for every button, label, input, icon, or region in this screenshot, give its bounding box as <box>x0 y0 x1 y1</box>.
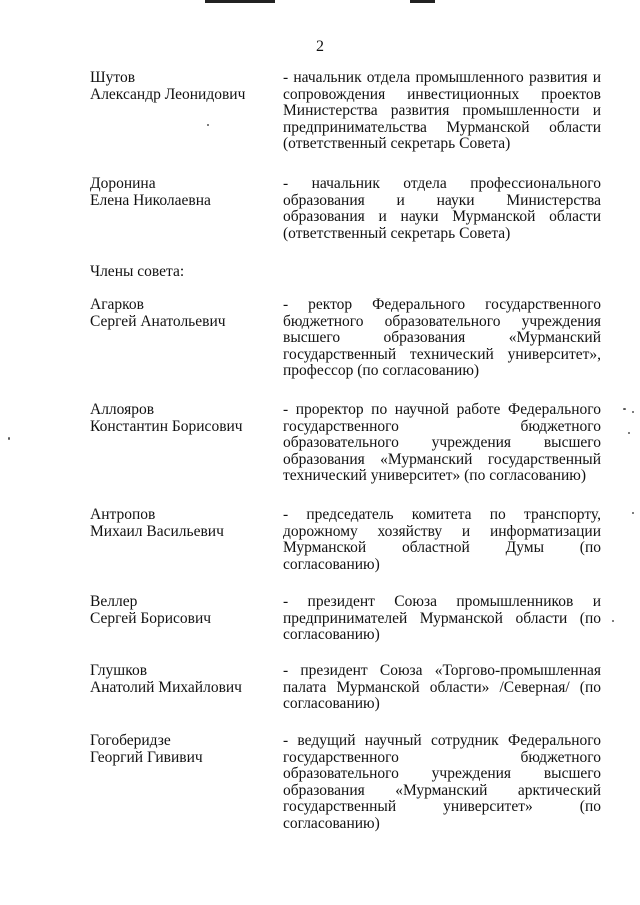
person-name <box>90 70 270 103</box>
top-mark-right <box>410 0 435 3</box>
person-role: - президент Союза промышленников и предпринимателей Мурманской области (по согласованию) <box>283 593 601 643</box>
person-role: - председатель комитета по транспорту, дорожному хозяйству и информатизации Мурманской областной Думы (по согласованию) <box>283 506 601 573</box>
scan-speck <box>632 512 634 514</box>
scan-speck <box>612 620 614 622</box>
person-name <box>90 594 270 627</box>
person-name <box>90 176 270 209</box>
person-given-name: Михаил Васильевич <box>90 522 224 540</box>
person-surname: Гогоберидзе <box>90 732 171 749</box>
page-number: 2 <box>316 38 324 55</box>
person-name <box>90 297 270 330</box>
person-role: - ректор Федерального государственного бюджетного образовательного учреждения высшего образования «Мурманский государственный технический университет», профессор (по согласованию) <box>283 296 601 379</box>
person-given-name: Георгий Гививич <box>90 748 203 766</box>
person-surname: Доронина <box>90 175 156 192</box>
scan-speck <box>207 124 209 126</box>
person-given-name: Константин Борисович <box>90 417 243 435</box>
scan-speck <box>8 437 10 440</box>
scan-speck <box>623 408 626 410</box>
top-edge-marks <box>205 0 435 6</box>
members-heading: Члены совета: <box>90 263 185 280</box>
person-given-name: Сергей Борисович <box>90 609 212 627</box>
scan-speck <box>628 432 630 434</box>
person-name <box>90 663 270 696</box>
person-surname: Антропов <box>90 506 156 523</box>
person-surname: Веллер <box>90 593 138 610</box>
person-surname: Агарков <box>90 296 144 313</box>
person-role: - президент Союза «Торгово-промышленная палата Мурманской области» /Северная/ (по согласованию) <box>283 662 601 712</box>
person-name <box>90 733 270 766</box>
person-given-name: Анатолий Михайлович <box>90 678 242 696</box>
person-given-name: Александр Леонидович <box>90 85 246 103</box>
person-name <box>90 402 270 435</box>
person-given-name: Елена Николаевна <box>90 191 211 209</box>
person-surname: Аллояров <box>90 401 155 418</box>
person-role: - начальник отдела профессионального образования и науки Министерства образования и науки Мурманской области (ответственный секретарь Совета) <box>283 175 601 242</box>
person-role: - ведущий научный сотрудник Федерального государственного бюджетного образовательного учреждения высшего образования «Мурманский арктический государственный университет» (по согласованию) <box>283 732 601 832</box>
scan-speck <box>632 411 634 413</box>
person-surname: Шутов <box>90 69 136 86</box>
person-role: - начальник отдела промышленного развития и сопровождения инвестиционных проектов Министерства развития промышленности и предпринимательства Мурманской области (ответственный секретарь Совета) <box>283 69 601 152</box>
person-name <box>90 507 270 540</box>
person-surname: Глушков <box>90 662 148 679</box>
top-mark-left <box>205 0 275 3</box>
person-given-name: Сергей Анатольевич <box>90 312 226 330</box>
person-role: - проректор по научной работе Федерального государственного бюджетного образовательного учреждения высшего образования «Мурманский государственный технический университет» (по согласованию) <box>283 401 601 484</box>
